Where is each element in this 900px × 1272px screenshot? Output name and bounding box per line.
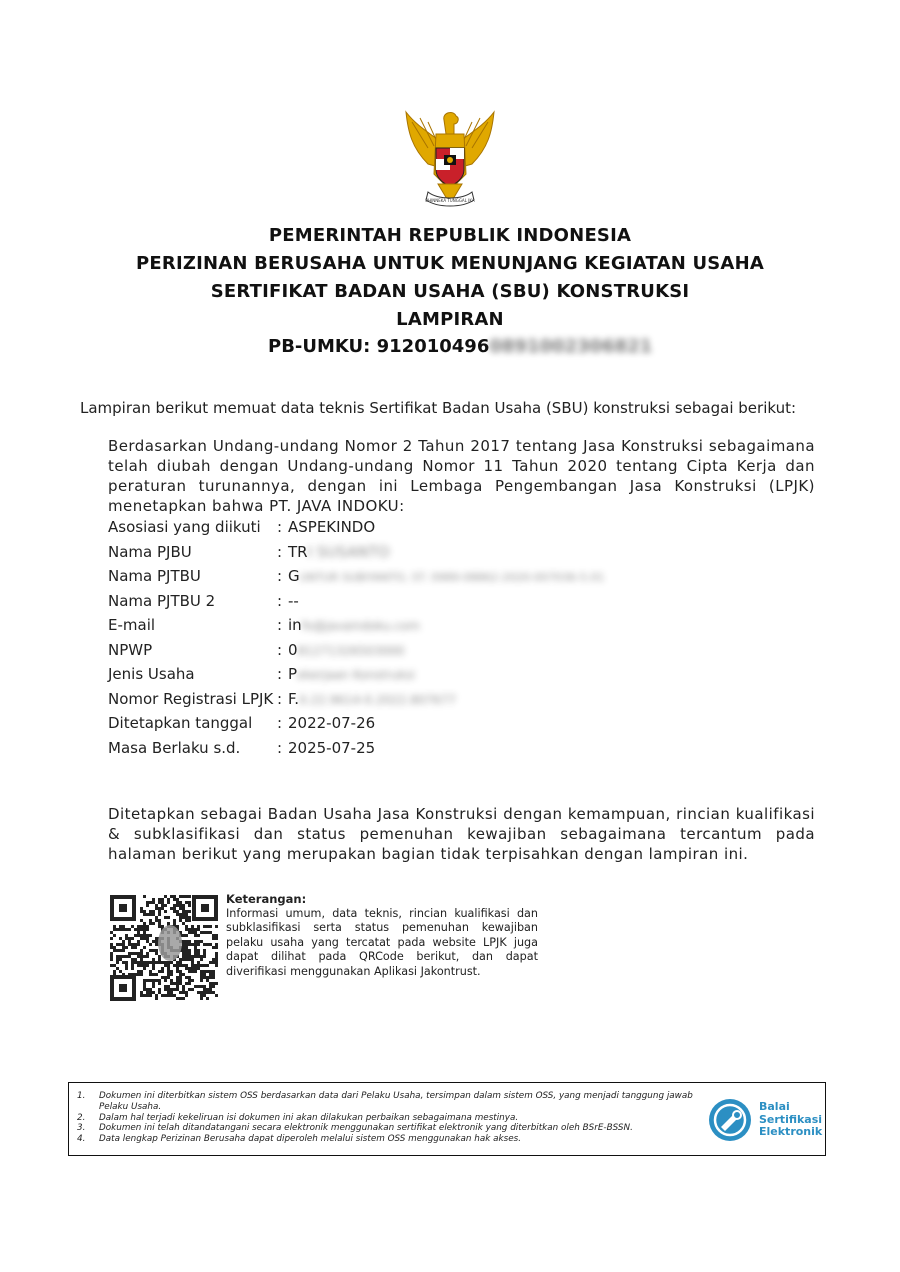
field-label: Nama PJBU — [108, 542, 192, 561]
footer-notes-box — [68, 1082, 826, 1156]
field-colon: : — [277, 738, 283, 757]
footer-note: 1. Dokumen ini diterbitkan sistem OSS berdasarkan data dari Pelaku Usaha, tersimpan dalam sistem OSS, yang menjadi tanggung jawab Pelaku Usaha. — [77, 1091, 693, 1112]
field-value: Pekerjaan Konstruksi — [288, 665, 415, 683]
pb-umku-redacted: 0891002306821 — [489, 336, 653, 357]
field-label: Nama PJTBU 2 — [108, 591, 216, 610]
field-value: GUNTUR SUBIYANTO, ST. 0989-08862-2020-007036-5.01 — [288, 567, 605, 585]
keterangan-text: Informasi umum, data teknis, rincian kualifikasi dan subklasifikasi serta status pemenuhan kewajiban pelaku usaha yang tercatat pada website LPJK juga dapat dilihat pada QRCode berikut, dan dapat diverifikasi menggunakan Aplikasi Jakontrust. — [226, 906, 538, 978]
keterangan-note — [226, 892, 538, 980]
bsre-logo-icon — [707, 1097, 753, 1143]
pb-umku-number — [268, 336, 652, 357]
heading-perizinan: PERIZINAN BERUSAHA UNTUK MENUNJANG KEGIATAN USAHA — [136, 253, 764, 274]
footer-note: 2. Dalam hal terjadi kekeliruan isi dokumen ini akan dilakukan perbaikan sebagaimana mestinya. — [77, 1112, 519, 1123]
svg-text:BHINNEKA TUNGGAL IKA: BHINNEKA TUNGGAL IKA — [425, 198, 475, 203]
qr-code[interactable] — [110, 895, 218, 1001]
field-label: Asosiasi yang diikuti — [108, 518, 261, 536]
field-colon: : — [277, 665, 283, 683]
bsre-logo — [707, 1097, 827, 1145]
footer-note: 3. Dokumen ini telah ditandatangani secara elektronik menggunakan sertifikat elektronik yang diterbitkan oleh BSrE-BSSN. — [77, 1123, 633, 1134]
field-colon: : — [277, 640, 283, 659]
heading-sbu: SERTIFIKAT BADAN USAHA (SBU) KONSTRUKSI — [210, 281, 690, 302]
bsre-logo-text: Balai Sertifikasi Elektronik — [759, 1100, 823, 1138]
field-value: ASPEKINDO — [288, 518, 376, 536]
determination-paragraph: Ditetapkan sebagai Badan Usaha Jasa Konstruksi dengan kemampuan, rincian kualifikasi & subklasifikasi dan status pemenuhan kewajiban sebagaimana tercantum pada halaman berikut yang merupakan bagian tidak terpisahkan dengan lampiran ini. — [108, 805, 815, 863]
field-label: Nama PJTBU — [108, 567, 201, 585]
legal-basis-paragraph: Berdasarkan Undang-undang Nomor 2 Tahun 2017 tentang Jasa Konstruksi sebagaimana telah diubah dengan Undang-undang Nomor 11 Tahun 2020 tentang Cipta Kerja dan peraturan turunannya, dengan ini Lembaga Pengembangan Jasa Konstruksi (LPJK) menetapkan bahwa PT. JAVA INDOKU: — [108, 437, 815, 515]
field-colon: : — [277, 689, 283, 708]
field-value: info@javaindoku.com — [288, 616, 420, 634]
field-label: NPWP — [108, 640, 153, 659]
footer-notes-list — [77, 1091, 707, 1145]
intro-text: Lampiran berikut memuat data teknis Sertifikat Badan Usaha (SBU) konstruksi sebagai berikut: — [80, 399, 797, 417]
field-value: F.0.22.9614-0.2022.807677 — [288, 689, 457, 708]
footer-note: 4. Data lengkap Perizinan Berusaha dapat diperoleh melalui sistem OSS menggunakan hak akses. — [77, 1134, 522, 1145]
field-value: 2022-07-26 — [288, 714, 376, 732]
field-label: E-mail — [108, 616, 156, 634]
field-label: Jenis Usaha — [108, 665, 195, 683]
field-value: 081271326503000 — [288, 640, 405, 659]
pb-umku-label: PB-UMKU: 912010496 — [268, 336, 490, 357]
field-colon: : — [277, 616, 283, 634]
field-label: Ditetapkan tanggal — [108, 714, 253, 732]
field-label: Masa Berlaku s.d. — [108, 738, 241, 757]
field-colon: : — [277, 542, 283, 561]
heading-lampiran: LAMPIRAN — [396, 309, 504, 330]
heading-government: PEMERINTAH REPUBLIK INDONESIA — [268, 225, 632, 246]
field-label: Nomor Registrasi LPJK — [108, 689, 274, 708]
field-colon: : — [277, 567, 283, 585]
keterangan-title: Keterangan: — [226, 892, 307, 906]
field-value: TRI SUSANTO — [288, 542, 390, 561]
field-value: 2025-07-25 — [288, 738, 376, 757]
field-colon: : — [277, 518, 283, 536]
field-colon: : — [277, 591, 283, 610]
field-colon: : — [277, 714, 283, 732]
garuda-pancasila-emblem — [398, 108, 502, 218]
field-value: -- — [288, 591, 299, 610]
